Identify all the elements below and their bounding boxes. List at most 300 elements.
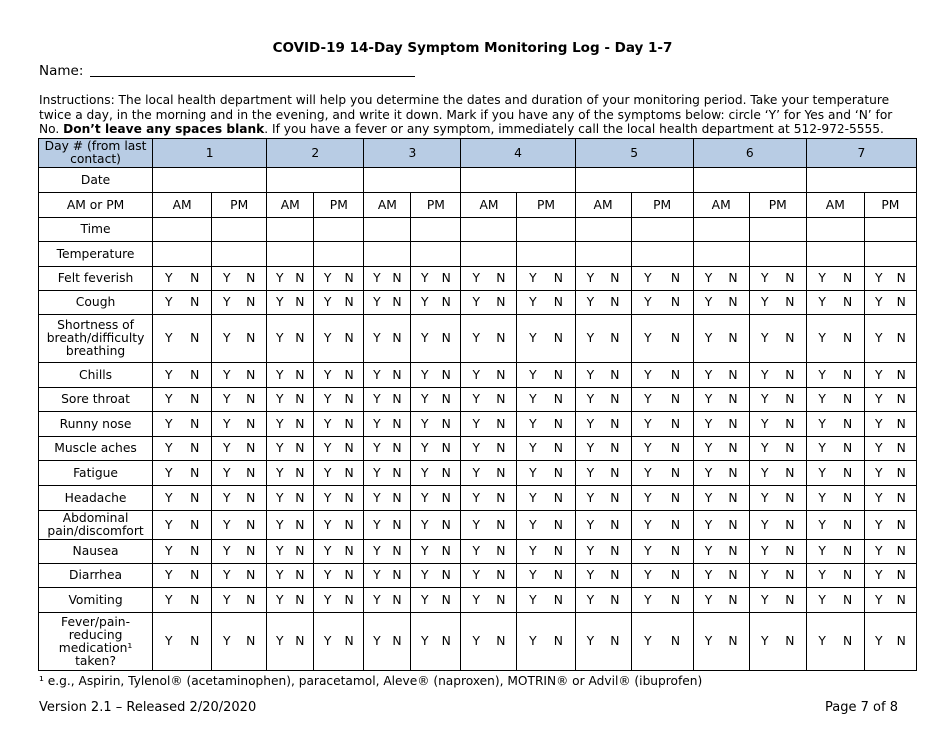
date-cell-day-3[interactable]	[364, 168, 461, 193]
no-option[interactable]: N	[344, 568, 354, 582]
yes-option[interactable]: Y	[164, 592, 173, 607]
yes-option[interactable]: Y	[818, 331, 826, 345]
yes-option[interactable]: Y	[818, 568, 826, 582]
yes-option[interactable]: Y	[874, 634, 883, 648]
no-option[interactable]: N	[392, 465, 402, 480]
yes-option[interactable]: Y	[644, 634, 652, 648]
yes-option[interactable]: Y	[420, 634, 429, 648]
yes-option[interactable]: Y	[472, 295, 481, 309]
no-option[interactable]: N	[728, 634, 738, 648]
no-option[interactable]: N	[246, 392, 256, 406]
no-option[interactable]: N	[785, 634, 795, 648]
no-option[interactable]: N	[344, 295, 354, 309]
yes-option[interactable]: Y	[222, 544, 231, 558]
temperature-cell[interactable]	[693, 242, 749, 267]
no-option[interactable]: N	[670, 416, 681, 431]
no-option[interactable]: N	[843, 271, 853, 285]
yes-option[interactable]: Y	[761, 634, 769, 648]
yes-option[interactable]: Y	[276, 568, 284, 582]
no-option[interactable]: N	[190, 295, 200, 309]
yes-option[interactable]: Y	[323, 490, 332, 505]
no-option[interactable]: N	[896, 271, 906, 285]
yes-option[interactable]: Y	[373, 592, 381, 607]
yes-option[interactable]: Y	[276, 331, 284, 345]
yes-option[interactable]: Y	[472, 271, 481, 285]
no-option[interactable]: N	[843, 634, 853, 648]
yes-option[interactable]: Y	[529, 416, 537, 431]
yes-option[interactable]: Y	[164, 465, 173, 480]
yes-option[interactable]: Y	[818, 271, 826, 285]
no-option[interactable]: N	[441, 544, 451, 558]
temperature-cell[interactable]	[212, 242, 267, 267]
yes-option[interactable]: Y	[704, 271, 713, 285]
yes-option[interactable]: Y	[761, 465, 769, 480]
no-option[interactable]: N	[295, 392, 305, 406]
no-option[interactable]: N	[670, 441, 681, 455]
no-option[interactable]: N	[441, 271, 451, 285]
date-cell-day-2[interactable]	[267, 168, 364, 193]
yes-option[interactable]: Y	[704, 568, 713, 582]
no-option[interactable]: N	[610, 331, 620, 345]
yes-option[interactable]: Y	[164, 441, 173, 455]
no-option[interactable]: N	[246, 634, 256, 648]
yes-option[interactable]: Y	[529, 568, 537, 582]
yes-option[interactable]: Y	[222, 331, 231, 345]
yes-option[interactable]: Y	[586, 490, 595, 505]
yes-option[interactable]: Y	[761, 295, 769, 309]
yes-option[interactable]: Y	[704, 544, 713, 558]
no-option[interactable]: N	[843, 490, 853, 505]
no-option[interactable]: N	[553, 634, 563, 648]
no-option[interactable]: N	[392, 331, 402, 345]
yes-option[interactable]: Y	[472, 592, 481, 607]
yes-option[interactable]: Y	[222, 568, 231, 582]
no-option[interactable]: N	[785, 568, 795, 582]
no-option[interactable]: N	[728, 392, 738, 406]
yes-option[interactable]: Y	[761, 592, 769, 607]
yes-option[interactable]: Y	[704, 392, 713, 406]
temperature-cell[interactable]	[575, 242, 631, 267]
no-option[interactable]: N	[441, 416, 451, 431]
yes-option[interactable]: Y	[874, 592, 883, 607]
no-option[interactable]: N	[190, 392, 200, 406]
yes-option[interactable]: Y	[164, 416, 173, 431]
no-option[interactable]: N	[553, 592, 563, 607]
yes-option[interactable]: Y	[222, 490, 231, 505]
yes-option[interactable]: Y	[472, 544, 481, 558]
yes-option[interactable]: Y	[761, 416, 769, 431]
no-option[interactable]: N	[843, 331, 853, 345]
no-option[interactable]: N	[295, 331, 305, 345]
yes-option[interactable]: Y	[529, 517, 537, 532]
yes-option[interactable]: Y	[420, 271, 429, 285]
yes-option[interactable]: Y	[529, 392, 537, 406]
no-option[interactable]: N	[553, 490, 563, 505]
yes-option[interactable]: Y	[586, 592, 595, 607]
temperature-cell[interactable]	[631, 242, 693, 267]
no-option[interactable]: N	[843, 592, 853, 607]
no-option[interactable]: N	[553, 441, 563, 455]
time-cell[interactable]	[517, 218, 575, 242]
no-option[interactable]: N	[553, 295, 563, 309]
no-option[interactable]: N	[896, 544, 906, 558]
temperature-cell[interactable]	[153, 242, 212, 267]
no-option[interactable]: N	[344, 634, 354, 648]
no-option[interactable]: N	[190, 490, 200, 505]
yes-option[interactable]: Y	[586, 295, 595, 309]
yes-option[interactable]: Y	[472, 367, 481, 382]
no-option[interactable]: N	[896, 490, 906, 505]
no-option[interactable]: N	[553, 416, 563, 431]
yes-option[interactable]: Y	[761, 392, 769, 406]
no-option[interactable]: N	[295, 634, 305, 648]
no-option[interactable]: N	[190, 634, 200, 648]
yes-option[interactable]: Y	[164, 634, 173, 648]
no-option[interactable]: N	[295, 592, 305, 607]
name-field-line[interactable]	[90, 76, 415, 77]
no-option[interactable]: N	[610, 490, 620, 505]
no-option[interactable]: N	[295, 490, 305, 505]
no-option[interactable]: N	[496, 392, 506, 406]
yes-option[interactable]: Y	[704, 490, 713, 505]
no-option[interactable]: N	[190, 592, 200, 607]
yes-option[interactable]: Y	[586, 634, 595, 648]
no-option[interactable]: N	[295, 367, 305, 382]
no-option[interactable]: N	[670, 392, 681, 406]
no-option[interactable]: N	[392, 367, 402, 382]
no-option[interactable]: N	[610, 544, 620, 558]
no-option[interactable]: N	[728, 331, 738, 345]
yes-option[interactable]: Y	[644, 490, 652, 505]
yes-option[interactable]: Y	[761, 568, 769, 582]
no-option[interactable]: N	[610, 568, 620, 582]
time-cell[interactable]	[693, 218, 749, 242]
yes-option[interactable]: Y	[704, 517, 713, 532]
yes-option[interactable]: Y	[222, 465, 231, 480]
no-option[interactable]: N	[295, 416, 305, 431]
no-option[interactable]: N	[728, 271, 738, 285]
no-option[interactable]: N	[246, 367, 256, 382]
yes-option[interactable]: Y	[164, 331, 173, 345]
yes-option[interactable]: Y	[704, 331, 713, 345]
yes-option[interactable]: Y	[373, 544, 381, 558]
no-option[interactable]: N	[843, 544, 853, 558]
no-option[interactable]: N	[670, 568, 681, 582]
yes-option[interactable]: Y	[644, 416, 652, 431]
no-option[interactable]: N	[896, 295, 906, 309]
no-option[interactable]: N	[246, 295, 256, 309]
no-option[interactable]: N	[344, 271, 354, 285]
yes-option[interactable]: Y	[586, 367, 595, 382]
yes-option[interactable]: Y	[323, 392, 332, 406]
yes-option[interactable]: Y	[222, 592, 231, 607]
no-option[interactable]: N	[670, 331, 681, 345]
yes-option[interactable]: Y	[874, 568, 883, 582]
time-cell[interactable]	[806, 218, 864, 242]
no-option[interactable]: N	[896, 392, 906, 406]
no-option[interactable]: N	[728, 367, 738, 382]
yes-option[interactable]: Y	[818, 490, 826, 505]
no-option[interactable]: N	[392, 295, 402, 309]
no-option[interactable]: N	[295, 568, 305, 582]
yes-option[interactable]: Y	[586, 331, 595, 345]
yes-option[interactable]: Y	[373, 634, 381, 648]
no-option[interactable]: N	[344, 392, 354, 406]
no-option[interactable]: N	[246, 592, 256, 607]
no-option[interactable]: N	[785, 544, 795, 558]
no-option[interactable]: N	[610, 517, 620, 532]
no-option[interactable]: N	[190, 517, 200, 532]
no-option[interactable]: N	[246, 441, 256, 455]
yes-option[interactable]: Y	[818, 392, 826, 406]
yes-option[interactable]: Y	[222, 271, 231, 285]
yes-option[interactable]: Y	[472, 634, 481, 648]
no-option[interactable]: N	[553, 367, 563, 382]
yes-option[interactable]: Y	[761, 490, 769, 505]
no-option[interactable]: N	[496, 331, 506, 345]
no-option[interactable]: N	[496, 544, 506, 558]
yes-option[interactable]: Y	[644, 392, 652, 406]
no-option[interactable]: N	[785, 465, 795, 480]
yes-option[interactable]: Y	[472, 465, 481, 480]
yes-option[interactable]: Y	[164, 367, 173, 382]
no-option[interactable]: N	[843, 295, 853, 309]
no-option[interactable]: N	[246, 517, 256, 532]
no-option[interactable]: N	[610, 295, 620, 309]
yes-option[interactable]: Y	[276, 271, 284, 285]
time-cell[interactable]	[461, 218, 517, 242]
yes-option[interactable]: Y	[323, 592, 332, 607]
yes-option[interactable]: Y	[164, 271, 173, 285]
no-option[interactable]: N	[728, 490, 738, 505]
yes-option[interactable]: Y	[529, 490, 537, 505]
yes-option[interactable]: Y	[529, 634, 537, 648]
no-option[interactable]: N	[610, 271, 620, 285]
no-option[interactable]: N	[441, 295, 451, 309]
yes-option[interactable]: Y	[472, 441, 481, 455]
no-option[interactable]: N	[670, 295, 681, 309]
no-option[interactable]: N	[670, 271, 681, 285]
no-option[interactable]: N	[392, 568, 402, 582]
yes-option[interactable]: Y	[222, 416, 231, 431]
no-option[interactable]: N	[190, 367, 200, 382]
no-option[interactable]: N	[496, 517, 506, 532]
yes-option[interactable]: Y	[420, 392, 429, 406]
yes-option[interactable]: Y	[164, 544, 173, 558]
no-option[interactable]: N	[246, 568, 256, 582]
yes-option[interactable]: Y	[420, 490, 429, 505]
yes-option[interactable]: Y	[874, 517, 883, 532]
yes-option[interactable]: Y	[276, 634, 284, 648]
time-cell[interactable]	[631, 218, 693, 242]
no-option[interactable]: N	[670, 517, 681, 532]
no-option[interactable]: N	[610, 392, 620, 406]
no-option[interactable]: N	[190, 331, 200, 345]
date-cell-day-5[interactable]	[575, 168, 693, 193]
yes-option[interactable]: Y	[420, 592, 429, 607]
no-option[interactable]: N	[344, 441, 354, 455]
no-option[interactable]: N	[344, 331, 354, 345]
yes-option[interactable]: Y	[222, 367, 231, 382]
no-option[interactable]: N	[441, 490, 451, 505]
no-option[interactable]: N	[295, 544, 305, 558]
yes-option[interactable]: Y	[420, 568, 429, 582]
yes-option[interactable]: Y	[472, 568, 481, 582]
yes-option[interactable]: Y	[586, 465, 595, 480]
no-option[interactable]: N	[785, 592, 795, 607]
yes-option[interactable]: Y	[874, 295, 883, 309]
temperature-cell[interactable]	[267, 242, 314, 267]
yes-option[interactable]: Y	[818, 592, 826, 607]
no-option[interactable]: N	[392, 271, 402, 285]
no-option[interactable]: N	[728, 295, 738, 309]
yes-option[interactable]: Y	[644, 544, 652, 558]
no-option[interactable]: N	[190, 465, 200, 480]
yes-option[interactable]: Y	[323, 517, 332, 532]
yes-option[interactable]: Y	[644, 331, 652, 345]
no-option[interactable]: N	[344, 416, 354, 431]
yes-option[interactable]: Y	[373, 416, 381, 431]
no-option[interactable]: N	[441, 592, 451, 607]
no-option[interactable]: N	[441, 331, 451, 345]
no-option[interactable]: N	[246, 490, 256, 505]
yes-option[interactable]: Y	[276, 441, 284, 455]
yes-option[interactable]: Y	[818, 517, 826, 532]
no-option[interactable]: N	[295, 295, 305, 309]
no-option[interactable]: N	[190, 416, 200, 431]
yes-option[interactable]: Y	[276, 416, 284, 431]
no-option[interactable]: N	[496, 465, 506, 480]
no-option[interactable]: N	[728, 592, 738, 607]
no-option[interactable]: N	[392, 634, 402, 648]
no-option[interactable]: N	[896, 331, 906, 345]
no-option[interactable]: N	[843, 392, 853, 406]
yes-option[interactable]: Y	[420, 544, 429, 558]
no-option[interactable]: N	[496, 271, 506, 285]
yes-option[interactable]: Y	[644, 271, 652, 285]
no-option[interactable]: N	[785, 331, 795, 345]
no-option[interactable]: N	[670, 634, 681, 648]
yes-option[interactable]: Y	[704, 465, 713, 480]
no-option[interactable]: N	[785, 517, 795, 532]
no-option[interactable]: N	[728, 441, 738, 455]
yes-option[interactable]: Y	[276, 367, 284, 382]
yes-option[interactable]: Y	[818, 416, 826, 431]
date-cell-day-1[interactable]	[153, 168, 267, 193]
no-option[interactable]: N	[670, 490, 681, 505]
no-option[interactable]: N	[610, 592, 620, 607]
yes-option[interactable]: Y	[472, 416, 481, 431]
no-option[interactable]: N	[246, 465, 256, 480]
yes-option[interactable]: Y	[323, 465, 332, 480]
no-option[interactable]: N	[190, 544, 200, 558]
yes-option[interactable]: Y	[529, 592, 537, 607]
yes-option[interactable]: Y	[276, 465, 284, 480]
no-option[interactable]: N	[392, 544, 402, 558]
yes-option[interactable]: Y	[644, 517, 652, 532]
no-option[interactable]: N	[610, 416, 620, 431]
yes-option[interactable]: Y	[586, 441, 595, 455]
yes-option[interactable]: Y	[874, 441, 883, 455]
temperature-cell[interactable]	[364, 242, 411, 267]
yes-option[interactable]: Y	[164, 568, 173, 582]
no-option[interactable]: N	[392, 592, 402, 607]
no-option[interactable]: N	[496, 490, 506, 505]
no-option[interactable]: N	[610, 465, 620, 480]
yes-option[interactable]: Y	[472, 392, 481, 406]
no-option[interactable]: N	[441, 441, 451, 455]
yes-option[interactable]: Y	[874, 544, 883, 558]
yes-option[interactable]: Y	[644, 367, 652, 382]
date-cell-day-4[interactable]	[461, 168, 575, 193]
yes-option[interactable]: Y	[818, 295, 826, 309]
no-option[interactable]: N	[496, 634, 506, 648]
no-option[interactable]: N	[496, 416, 506, 431]
yes-option[interactable]: Y	[529, 295, 537, 309]
yes-option[interactable]: Y	[276, 517, 284, 532]
no-option[interactable]: N	[785, 441, 795, 455]
yes-option[interactable]: Y	[420, 416, 429, 431]
yes-option[interactable]: Y	[874, 465, 883, 480]
no-option[interactable]: N	[246, 331, 256, 345]
yes-option[interactable]: Y	[222, 517, 231, 532]
no-option[interactable]: N	[496, 295, 506, 309]
no-option[interactable]: N	[441, 568, 451, 582]
no-option[interactable]: N	[392, 490, 402, 505]
no-option[interactable]: N	[553, 271, 563, 285]
no-option[interactable]: N	[496, 367, 506, 382]
yes-option[interactable]: Y	[586, 568, 595, 582]
yes-option[interactable]: Y	[373, 517, 381, 532]
yes-option[interactable]: Y	[373, 465, 381, 480]
no-option[interactable]: N	[728, 544, 738, 558]
yes-option[interactable]: Y	[874, 271, 883, 285]
no-option[interactable]: N	[295, 465, 305, 480]
yes-option[interactable]: Y	[818, 441, 826, 455]
no-option[interactable]: N	[896, 465, 906, 480]
yes-option[interactable]: Y	[420, 465, 429, 480]
no-option[interactable]: N	[441, 634, 451, 648]
yes-option[interactable]: Y	[276, 490, 284, 505]
yes-option[interactable]: Y	[874, 367, 883, 382]
no-option[interactable]: N	[553, 392, 563, 406]
no-option[interactable]: N	[190, 271, 200, 285]
yes-option[interactable]: Y	[529, 544, 537, 558]
yes-option[interactable]: Y	[164, 392, 173, 406]
yes-option[interactable]: Y	[373, 367, 381, 382]
time-cell[interactable]	[364, 218, 411, 242]
yes-option[interactable]: Y	[323, 367, 332, 382]
yes-option[interactable]: Y	[323, 416, 332, 431]
yes-option[interactable]: Y	[373, 331, 381, 345]
no-option[interactable]: N	[392, 517, 402, 532]
temperature-cell[interactable]	[806, 242, 864, 267]
yes-option[interactable]: Y	[644, 465, 652, 480]
temperature-cell[interactable]	[749, 242, 806, 267]
yes-option[interactable]: Y	[323, 544, 332, 558]
no-option[interactable]: N	[843, 568, 853, 582]
no-option[interactable]: N	[392, 416, 402, 431]
no-option[interactable]: N	[896, 416, 906, 431]
yes-option[interactable]: Y	[529, 441, 537, 455]
yes-option[interactable]: Y	[644, 295, 652, 309]
yes-option[interactable]: Y	[323, 441, 332, 455]
no-option[interactable]: N	[670, 367, 681, 382]
no-option[interactable]: N	[896, 441, 906, 455]
yes-option[interactable]: Y	[818, 544, 826, 558]
yes-option[interactable]: Y	[704, 634, 713, 648]
no-option[interactable]: N	[843, 441, 853, 455]
